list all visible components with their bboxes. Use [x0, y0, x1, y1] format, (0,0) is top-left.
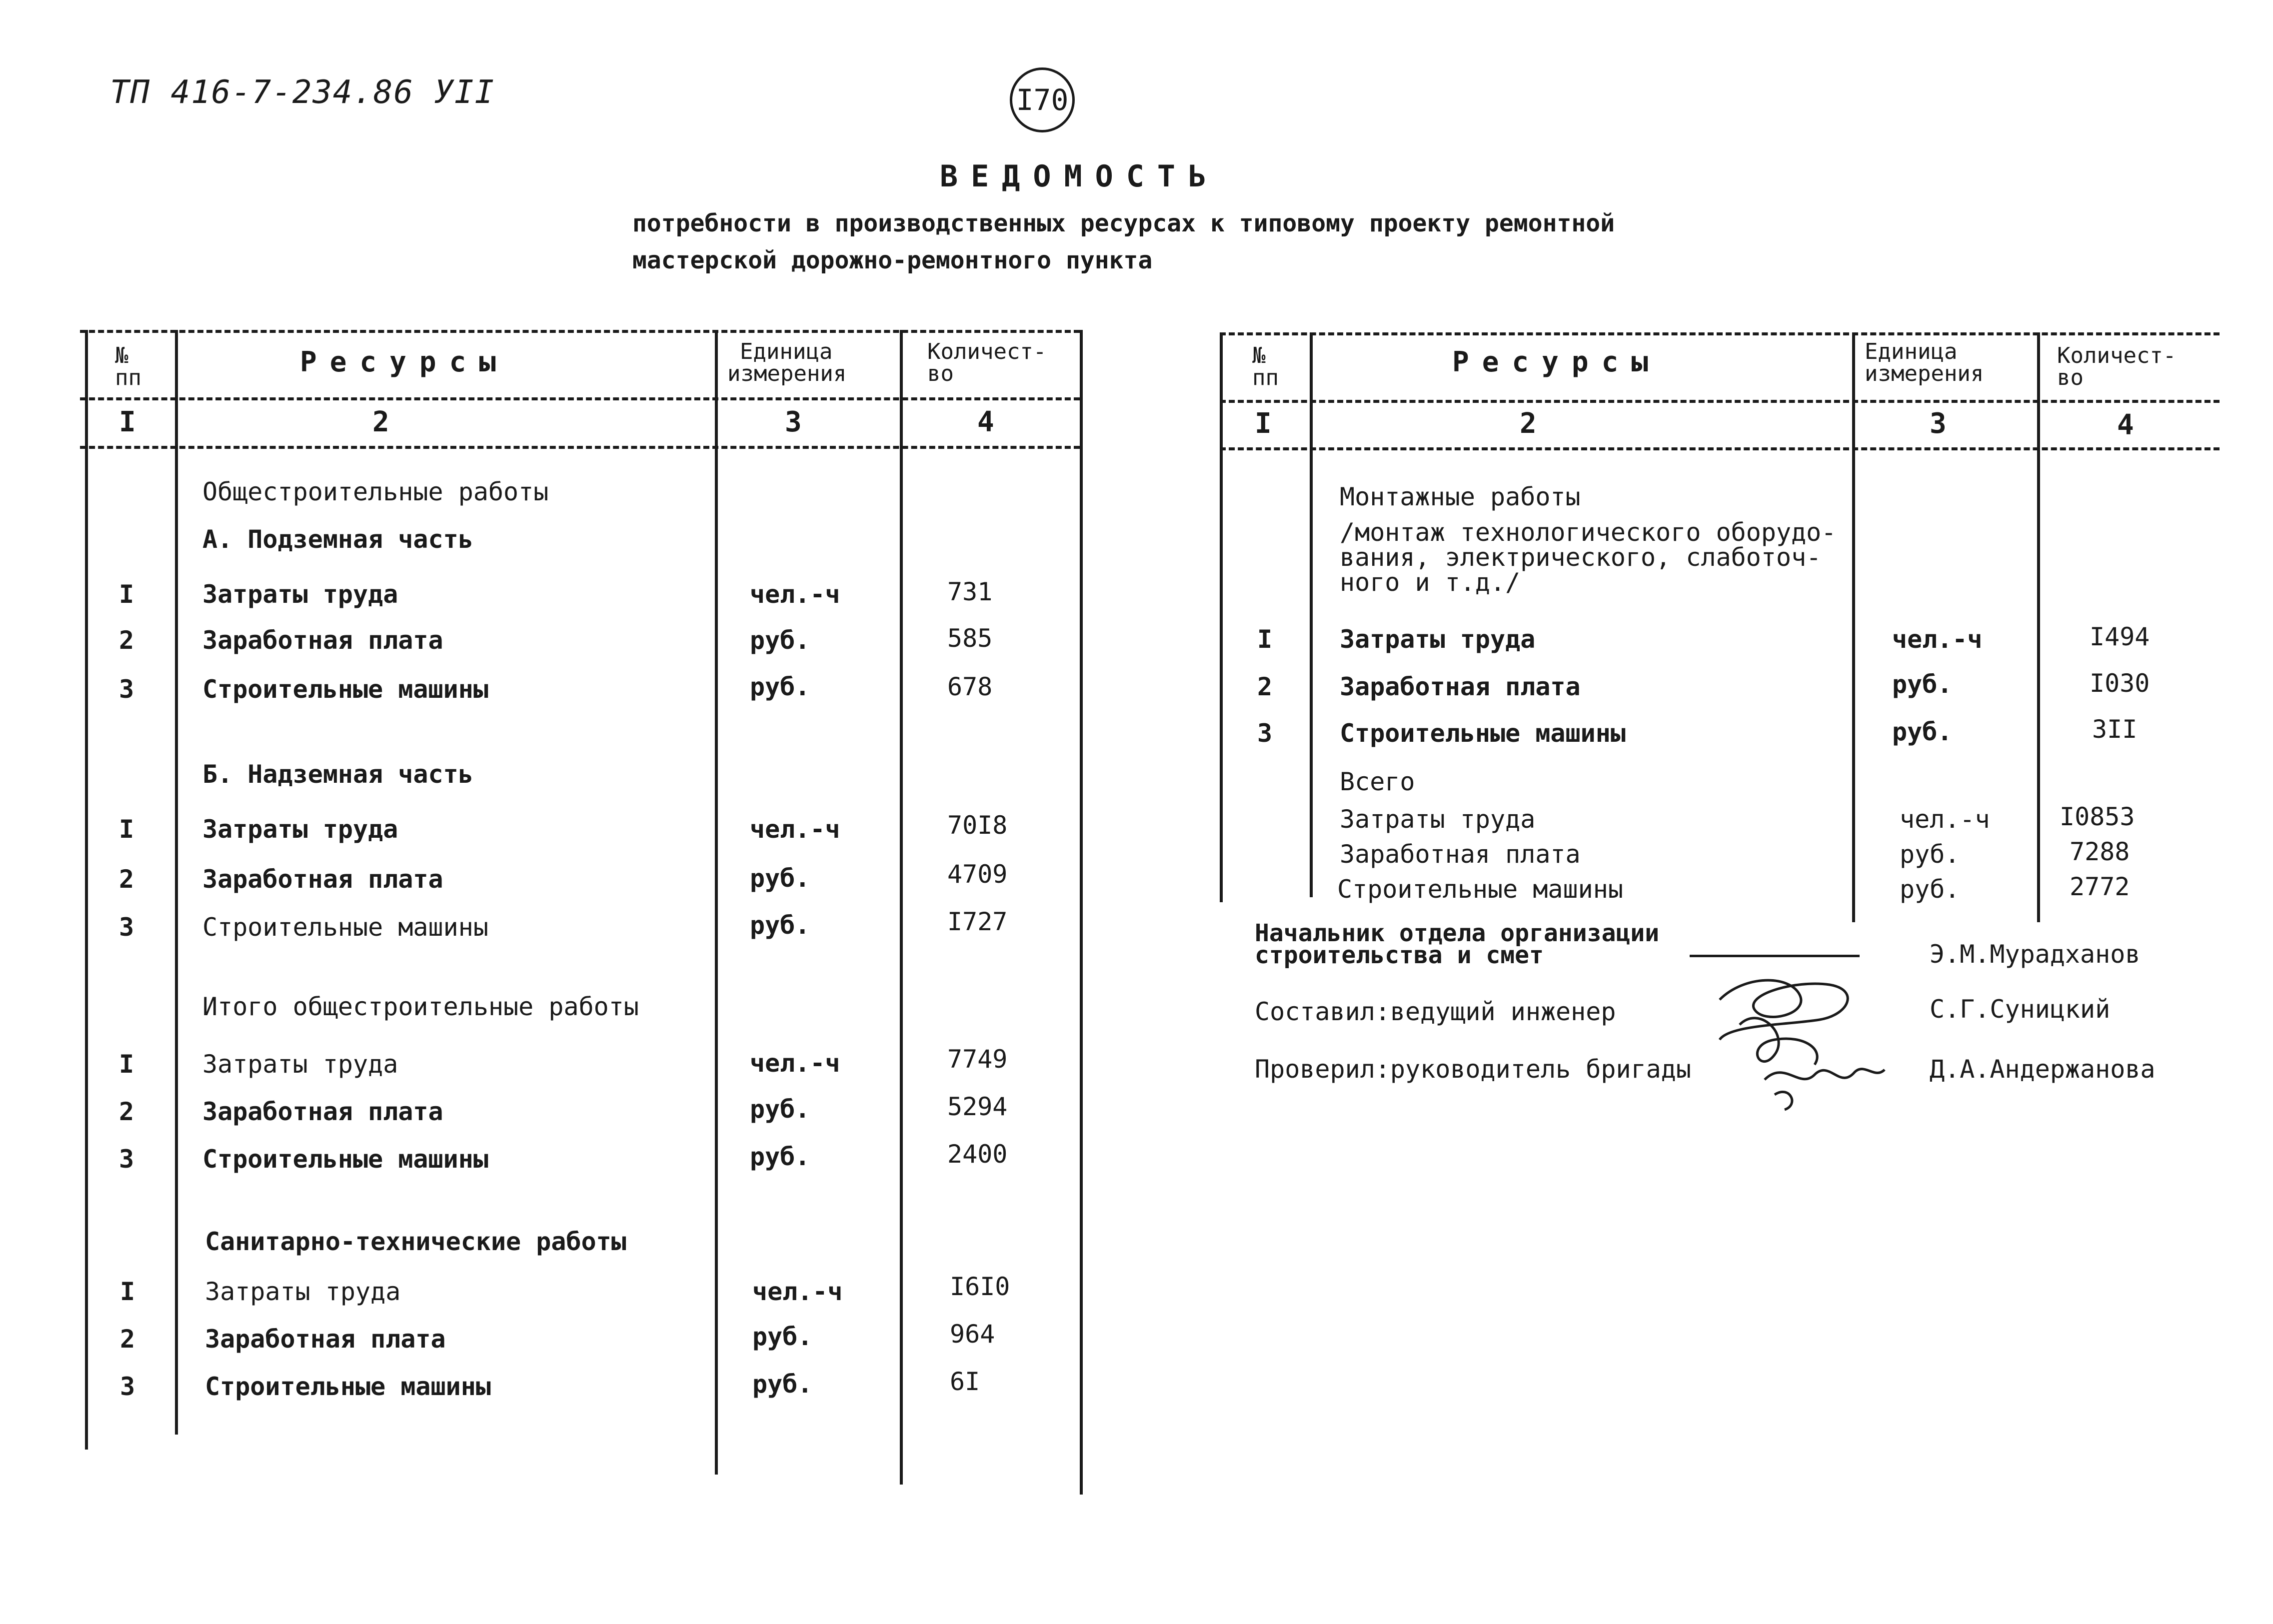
- row-name: Заработная плата: [202, 1097, 443, 1126]
- header-unit: Единица измерения: [1865, 339, 1984, 386]
- document-code: ТП 416-7-234.86 УII: [110, 74, 495, 111]
- page-subtitle: [632, 205, 1615, 279]
- row-num: 3: [119, 675, 134, 704]
- row-qty: 585: [947, 624, 993, 653]
- row-unit: руб.: [752, 1322, 813, 1351]
- section-title: Монтажные работы: [1340, 482, 1581, 511]
- row-qty: 4709: [947, 860, 1008, 889]
- total-title: Всего: [1340, 767, 1415, 796]
- header-resource: Ресурсы: [300, 346, 509, 378]
- table-column-divider: [1310, 332, 1313, 897]
- row-name: Затраты труда: [202, 580, 398, 609]
- row-name: Заработная плата: [202, 626, 443, 655]
- row-name: Затраты труда: [205, 1277, 401, 1306]
- row-qty: 5294: [947, 1092, 1008, 1121]
- row-unit: чел.-ч: [750, 580, 840, 609]
- row-qty: 2400: [947, 1140, 1008, 1169]
- header-qty: Количест- во: [2057, 343, 2177, 390]
- col-index: 3: [1930, 407, 1947, 440]
- header-num: № пп: [115, 343, 141, 390]
- table-rule: [1220, 447, 2220, 450]
- row-num: 2: [1257, 672, 1273, 701]
- table-rule: [1220, 400, 2220, 403]
- row-qty: 70I8: [947, 811, 1008, 840]
- row-qty: 3II: [2092, 715, 2138, 744]
- table-rule: [80, 446, 1080, 449]
- row-num: I: [119, 1050, 134, 1079]
- subtitle-line-2: мастерской дорожно-ремонтного пункта: [632, 246, 1153, 274]
- section-title: Санитарно-технические работы: [205, 1227, 626, 1256]
- row-qty: 678: [947, 672, 993, 701]
- row-unit: руб.: [752, 1370, 813, 1399]
- row-name: Строительные машины: [202, 913, 488, 942]
- row-unit: руб.: [750, 626, 810, 655]
- row-unit: руб.: [750, 864, 810, 893]
- row-name: Строительные машины: [1340, 719, 1626, 748]
- section-title: Общестроительные работы: [202, 477, 549, 506]
- page-title: ВЕДОМОСТЬ: [940, 159, 1220, 194]
- subsection-title: Б. Надземная часть: [202, 760, 473, 789]
- col-index: 2: [1520, 407, 1537, 440]
- checked-label: Проверил:руководитель бригады: [1255, 1055, 1691, 1084]
- subsection-title: А. Подземная часть: [202, 525, 473, 554]
- row-num: 3: [119, 913, 134, 942]
- col-index: 3: [785, 406, 802, 438]
- row-qty: 7749: [947, 1045, 1008, 1074]
- row-num: 2: [119, 626, 134, 655]
- row-unit: руб.: [750, 1142, 810, 1171]
- row-num: I: [119, 580, 134, 609]
- row-unit: руб.: [1892, 717, 1953, 746]
- head-signature-line: [1690, 955, 1860, 957]
- row-name: Заработная плата: [1340, 840, 1581, 869]
- row-unit: чел.-ч: [1900, 805, 1990, 834]
- row-unit: руб.: [750, 672, 810, 701]
- page-number: I70: [1010, 67, 1075, 132]
- row-num: 3: [1257, 719, 1273, 748]
- table-column-divider: [85, 330, 88, 1450]
- row-name: Затраты труда: [202, 1050, 398, 1079]
- row-unit: руб.: [1892, 670, 1953, 699]
- row-name: Затраты труда: [1340, 625, 1536, 654]
- header-resource: Ресурсы: [1452, 346, 1662, 378]
- compiled-label: Составил:ведущий инженер: [1255, 997, 1616, 1026]
- row-num: 2: [120, 1325, 135, 1354]
- row-qty: I494: [2090, 622, 2150, 651]
- row-name: Заработная плата: [1340, 672, 1581, 701]
- table-column-divider: [1220, 332, 1223, 902]
- table-column-divider: [175, 330, 178, 1435]
- table-rule: [1220, 332, 2220, 335]
- table-rule: [80, 330, 1080, 333]
- table-rule: [80, 397, 1080, 400]
- subtitle-line-1: потребности в производственных ресурсах к типовому проекту ремонтной: [632, 209, 1615, 237]
- row-name: Строительные машины: [202, 1145, 488, 1174]
- row-num: 2: [119, 1097, 134, 1126]
- row-unit: чел.-ч: [1892, 625, 1983, 654]
- table-column-divider: [715, 330, 718, 1475]
- col-index: 2: [372, 406, 389, 438]
- row-num: I: [1257, 625, 1273, 654]
- row-unit: руб.: [750, 911, 810, 940]
- table-column-divider: [2037, 332, 2040, 922]
- checked-name: Д.А.Андержанова: [1930, 1055, 2156, 1084]
- row-qty: 7288: [2070, 837, 2130, 866]
- row-qty: 2772: [2070, 872, 2130, 901]
- row-unit: руб.: [1900, 840, 1960, 869]
- row-unit: руб.: [1900, 875, 1960, 904]
- row-name: Затраты труда: [202, 815, 398, 844]
- col-index: 4: [977, 406, 994, 438]
- table-column-divider: [1080, 330, 1083, 1495]
- row-qty: 731: [947, 577, 993, 606]
- row-num: 3: [119, 1145, 134, 1174]
- header-qty: Количест- во: [927, 339, 1047, 386]
- head-label: Начальник отдела организации строительства и смет: [1255, 919, 1660, 969]
- section-title: Итого общестроительные работы: [202, 992, 639, 1021]
- section-note: /монтаж технологического оборудо- вания, электрического, слаботоч- ного и т.д./: [1340, 518, 1837, 597]
- row-num: I: [120, 1277, 135, 1306]
- row-unit: руб.: [750, 1095, 810, 1124]
- row-qty: I6I0: [950, 1272, 1010, 1301]
- row-num: 2: [119, 865, 134, 894]
- row-unit: чел.-ч: [750, 1049, 840, 1078]
- row-name: Затраты труда: [1340, 805, 1536, 834]
- row-name: Заработная плата: [205, 1325, 446, 1354]
- row-name: Строительные машины: [1337, 875, 1623, 904]
- table-column-divider: [900, 330, 903, 1485]
- row-name: Строительные машины: [205, 1372, 491, 1401]
- head-name: Э.М.Мурадханов: [1930, 940, 2141, 969]
- row-qty: 964: [950, 1320, 995, 1349]
- col-index: I: [119, 406, 136, 438]
- row-qty: I030: [2090, 669, 2150, 698]
- col-index: I: [1255, 407, 1272, 440]
- row-num: 3: [120, 1372, 135, 1401]
- row-num: I: [119, 815, 134, 844]
- row-name: Заработная плата: [202, 865, 443, 894]
- col-index: 4: [2117, 409, 2134, 441]
- header-unit: Единица измерения: [727, 339, 847, 386]
- row-unit: чел.-ч: [750, 815, 840, 844]
- table-column-divider: [1852, 332, 1855, 922]
- header-num: № пп: [1252, 343, 1279, 390]
- row-qty: 6I: [950, 1367, 980, 1396]
- row-qty: I0853: [2060, 802, 2135, 831]
- row-name: Строительные машины: [202, 675, 488, 704]
- row-unit: чел.-ч: [752, 1277, 843, 1306]
- row-qty: I727: [947, 907, 1008, 936]
- handwritten-signature: [1700, 965, 1890, 1115]
- compiled-name: С.Г.Суницкий: [1930, 995, 2111, 1024]
